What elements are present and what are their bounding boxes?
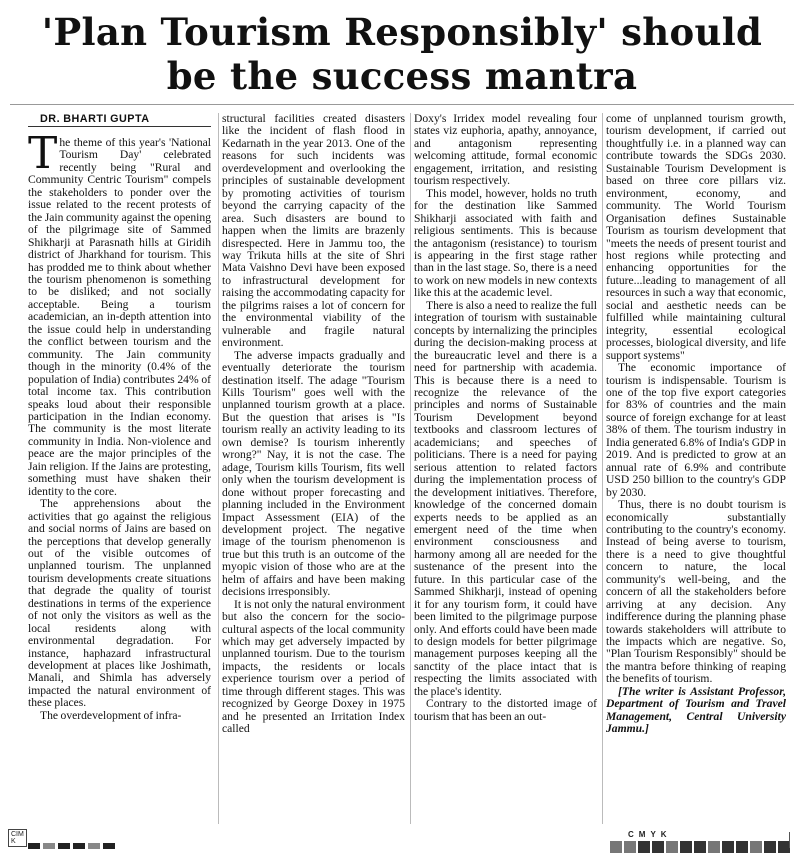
article-paragraph: There is also a need to realize the full integration of tourism with sustainable concepts by internalizing the principles during the decision-making process at the bureaucratic level and there is a need for partnership with academia. This is because there is a need to recognize the relevance of the principles and norms of Sustainable Tourism Development beyond textbooks and classroom lectures of academicians; and speeches of politicians. There is a need for paying serious attention to related factors during the implementation process of the development initiatives. Therefore, knowledge of the concerned domain experts needs to be applied as an emergent need of the time when environment consciousness and harmony among all are needed for the sustenance of the present into the future. In this particular case of the Sammed Shikharji, instead of opening it for any tourism form, it could have been limited to the pilgrimage purpose only. And efforts could have been made to design models for better pilgrimage management purposes keeping all the sanctity of the place intact that is respecting the limits associated with the place's identity. — [414, 298, 597, 698]
article-column-2 — [222, 113, 405, 824]
article-paragraph: It is not only the natural environment but also the concern for the socio-cultural aspects of the local community which may get adversely impacted by unplanned tourism. Due to the tourism impacts, the residents or locals experience tourism over a period of time through different stages. This was recognized by George Doxey in 1975 and he presented an Irritation Index called — [222, 597, 405, 736]
article-column-3 — [414, 113, 597, 824]
article-paragraph: The apprehensions about the activities that go against the religious and social norms of Jains are based on the perceptions that develop generally out of the visible outcomes of unplanned tourism. The unplanned tourism developments create situations that degrade the quality of tourist destinations in terms of the experience of not only the visitors as well as the local residents along with environmental degradation. For instance, haphazard infrastructural development at places like Joshimath, Manali, and Shimla has adversely impacted the natural environment of these places. — [28, 497, 211, 710]
registration-squares — [28, 843, 115, 849]
article-paragraph: Contrary to the distorted image of tourism that has been an out- — [414, 697, 597, 723]
column-divider — [218, 113, 219, 824]
cmyk-swatch-bar — [610, 841, 790, 853]
author-note: [The writer is Assistant Professor, Department of Tourism and Travel Management, Central University Jammu.] — [606, 684, 786, 736]
crop-mark — [789, 832, 798, 848]
article-column-1 — [28, 113, 211, 824]
article-paragraph: Doxy's Irridex model revealing four states viz euphoria, apathy, annoyance, and antagonism representing welcoming attitude, formal economic engagement, irritation, and resisting tourism respectively. — [414, 113, 597, 188]
headline — [10, 10, 794, 98]
article-paragraph: structural facilities created disasters like the incident of flash flood in Kedarnath in the year 2013. One of the reasons for such incidents was overdevelopment and overlooking the principles of sustainable development by promoting activities of tourism beyond the carrying capacity of the area. Such disasters are bound to happen when the limits are brazenly disrespected. Here in Jammu too, the way Trikuta hills at the site of Shri Mata Vaishno Devi have been exposed to infrastructural development for raising the accommodating capacity for the pilgrims raises a lot of concern for the environmental viability of the vulnerable and fragile natural environment. — [222, 113, 405, 350]
article-paragraph: The adverse impacts gradually and eventually deteriorate the tourism destination itself. The adage "Tourism Kills Tourism" goes well with the unplanned tourism growth at a place. But the question that arises is "Is tourism really an activity leading to its own demise? Is tourism inherently wrong?" Nay, it is not the case. The adage, Tourism kills Tourism, fits well only when the tourism development is done without proper forecasting and planning included in the Environment Impact Assessment (EIA) of the development project. The negative image of the tourism phenomenon is true but this truth is an outcome of the myopic vision of those who are at the helm of affairs and have been making decisions irresponsibly. — [222, 348, 405, 599]
drop-cap: T — [28, 128, 58, 179]
registration-mark: CIM K — [8, 829, 27, 847]
cmyk-label: CMYK — [628, 830, 672, 839]
headline-line-2: be the success mantra — [166, 54, 638, 98]
article-paragraph: Thus, there is no doubt tourism is economically substantially contributing to the country's economy. Instead of being averse to tourism, there is a need to give thoughtful concern to nature, the local community's well-being, and the concern of all the stakeholders before arriving at any decision. Any indifference during the planning phase towards stakeholders will attribute to the impacts which are negative. So, "Plan Tourism Responsibly" should be the mantra before thinking of reaping the benefits of tourism. — [606, 498, 786, 686]
column-divider — [602, 113, 603, 824]
headline-line-1: 'Plan Tourism Responsibly' should — [41, 10, 763, 54]
article-paragraph: come of unplanned tourism growth, tourism development, if carried out thoughtfully i.e. in a planned way can contribute towards the SDGs 2030. Sustainable Tourism Development is based on three core pillars viz. environment, economy, and community. The World Tourism Organisation defines Sustainable Tourism as tourism development that "meets the needs of present tourist and host regions while protecting and enhancing opportunities for the future...leading to management of all resources in such a way that economic, social and aesthetic needs can be fulfilled while maintaining cultural integrity, essential ecological processes, biological diversity, and life support systems" — [606, 113, 786, 362]
article-paragraph: The overdevelopment of infra- — [40, 708, 182, 722]
print-footer — [0, 826, 804, 855]
article-paragraph: The economic importance of tourism is indispensable. Tourism is one of the top five export categories for 83% of countries and the main source of foreign exchange for at least 38% of them. The tourism industry in India generated 6.8% of India's GDP in 2019. And is predicted to grow at an annual rate of 6.9% and contribute USD 250 billion to the country's GDP by 2030. — [606, 361, 786, 499]
headline-rule — [10, 104, 794, 105]
article-paragraph: This model, however, holds no truth for the destination like Sammed Shikharji associated with faith and religious sentiments. This is because the antagonism (resistance) to tourism is appearing in the first stage rather than in the last stage. So, there is a need to work on new models in new contexts like this at the academic level. — [414, 186, 597, 300]
author-byline: DR. BHARTI GUPTA — [28, 113, 211, 127]
article-column-4 — [606, 113, 786, 824]
column-divider — [410, 113, 411, 824]
article-paragraph: The theme of this year's 'National Tourism Day' celebrated recently being "Rural and Community Centric Tourism" compels the stakeholders to ponder over the issue related to the recent protests of the Jain community against the opening of the pilgrimage site of Sammed Shikharji at Parasnath hills at Giridih district of Jharkhand for tourism. This has prodded me to think about whether the tourism phenomenon is something to be disliked; and not socially acceptable. Being a tourism academician, an in-depth attention into the issue could help in understanding the conflict between tourism and the community. The Jain community though in the minority (0.4% of the population of India) contributes 24% of total income tax. This contribution speaks loud about their responsible participation in the Indian economy. The community is the most literate community in India. Non-violence and peace are the major principles of the Jain religion. If the Jains are protesting, something must have shaken their identity to the core. — [28, 128, 211, 498]
